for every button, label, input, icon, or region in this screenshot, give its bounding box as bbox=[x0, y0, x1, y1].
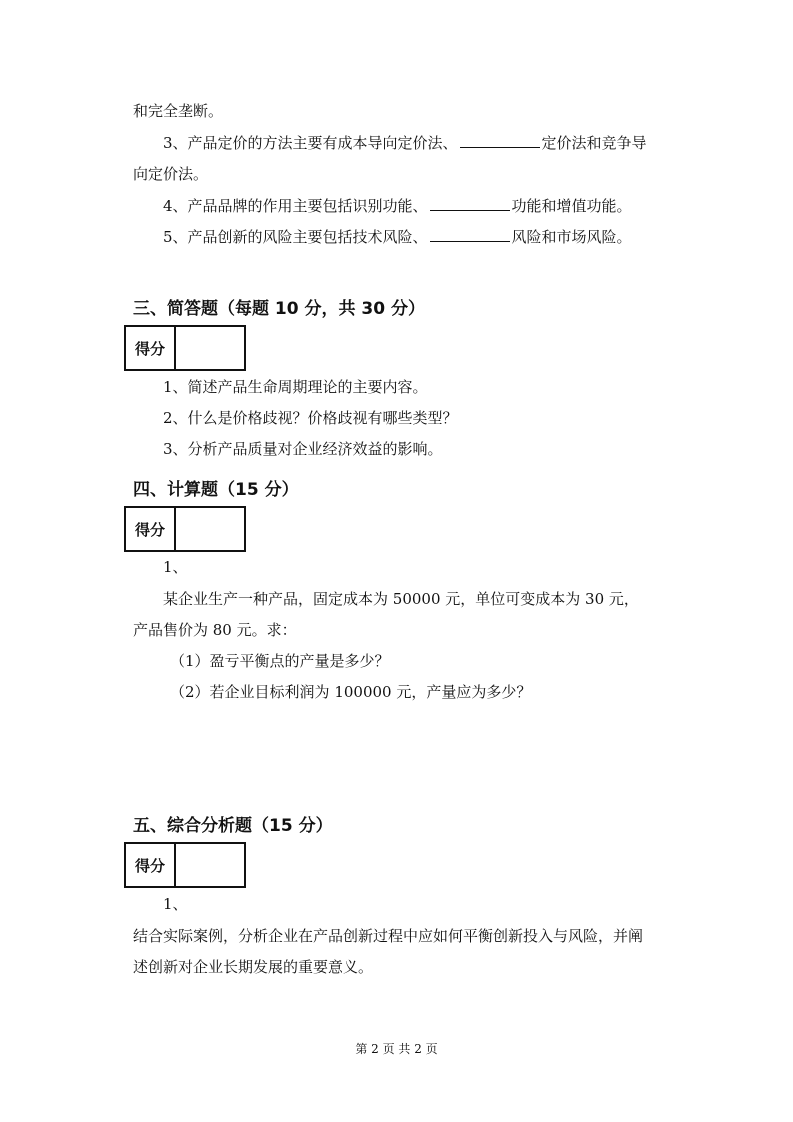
section5-score-box bbox=[124, 842, 246, 888]
score-label: 得分 bbox=[126, 508, 176, 550]
q5-text-2: 风险和市场风险。 bbox=[511, 228, 632, 246]
q3-line-2: 向定价法。 bbox=[133, 165, 209, 183]
q3-blank[interactable] bbox=[460, 133, 540, 148]
q4-blank[interactable] bbox=[430, 196, 510, 211]
section5-number: 1、 bbox=[163, 895, 188, 913]
q3-text-1: 3、产品定价的方法主要有成本导向定价法、 bbox=[163, 134, 458, 152]
q5-line bbox=[163, 226, 632, 248]
score-field[interactable] bbox=[176, 508, 244, 550]
q5-blank[interactable] bbox=[430, 227, 510, 242]
section5-title: 五、综合分析题（15 分） bbox=[133, 816, 333, 836]
q3-text-2: 定价法和竞争导 bbox=[541, 134, 647, 152]
section3-question-3: 3、分析产品质量对企业经济效益的影响。 bbox=[163, 440, 443, 458]
q5-text-1: 5、产品创新的风险主要包括技术风险、 bbox=[163, 228, 428, 246]
page-footer: 第 2 页 共 2 页 bbox=[355, 1042, 438, 1056]
q3-line bbox=[163, 132, 647, 154]
section4-line-1: 某企业生产一种产品，固定成本为 50000 元，单位可变成本为 30 元， bbox=[163, 590, 639, 608]
score-field[interactable] bbox=[176, 327, 244, 369]
section3-score-box bbox=[124, 325, 246, 371]
section4-title: 四、计算题（15 分） bbox=[133, 480, 299, 500]
q4-text-1: 4、产品品牌的作用主要包括识别功能、 bbox=[163, 197, 428, 215]
q2-tail: 和完全垄断。 bbox=[133, 102, 224, 120]
score-label: 得分 bbox=[126, 327, 176, 369]
score-field[interactable] bbox=[176, 844, 244, 886]
section3-title: 三、简答题（每题 10 分，共 30 分） bbox=[133, 299, 425, 319]
section4-sub-2: （2）若企业目标利润为 100000 元，产量应为多少？ bbox=[170, 683, 532, 701]
section5-line-1: 结合实际案例，分析企业在产品创新过程中应如何平衡创新投入与风险，并阐 bbox=[133, 927, 644, 945]
section4-line-2: 产品售价为 80 元。求： bbox=[133, 621, 297, 639]
section3-question-2: 2、什么是价格歧视？价格歧视有哪些类型？ bbox=[163, 409, 458, 427]
section3-question-1: 1、简述产品生命周期理论的主要内容。 bbox=[163, 378, 428, 396]
q4-text-2: 功能和增值功能。 bbox=[511, 197, 632, 215]
section5-line-2: 述创新对企业长期发展的重要意义。 bbox=[133, 958, 374, 976]
section4-score-box bbox=[124, 506, 246, 552]
section4-sub-1: （1）盈亏平衡点的产量是多少？ bbox=[170, 652, 390, 670]
section4-number: 1、 bbox=[163, 558, 188, 576]
q4-line bbox=[163, 195, 632, 217]
score-label: 得分 bbox=[126, 844, 176, 886]
